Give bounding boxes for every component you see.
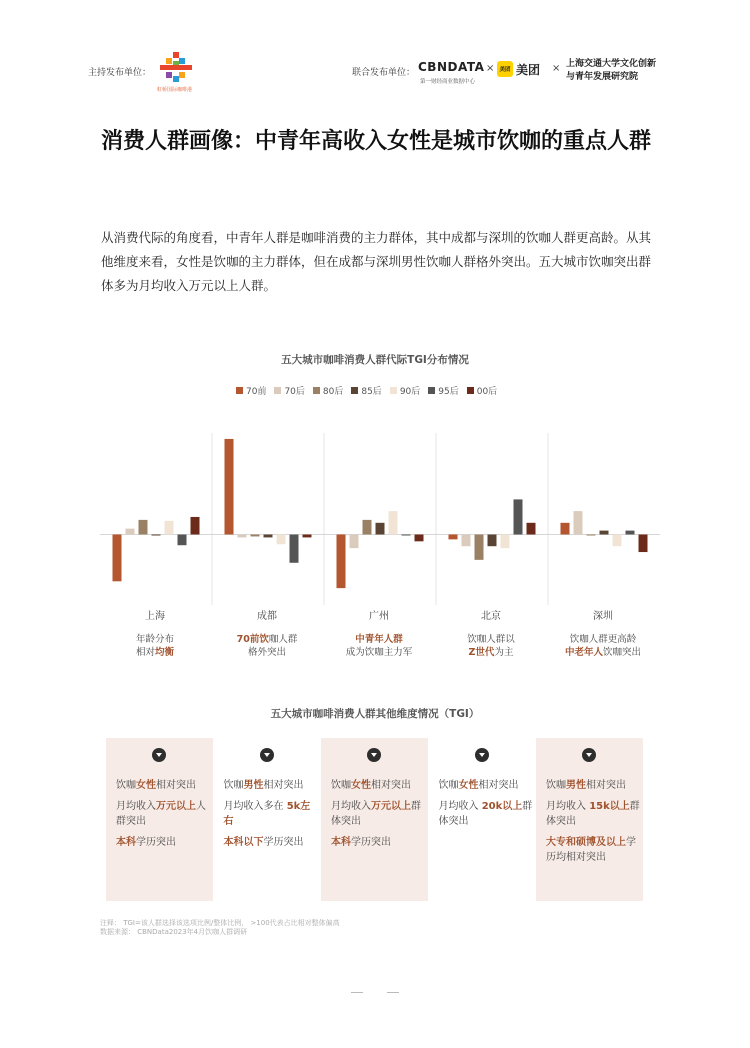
legend-swatch <box>390 387 397 394</box>
card-line <box>116 778 211 793</box>
highlight-text: Z世代 <box>468 647 495 658</box>
highlight-text: 15k以上 <box>589 801 630 812</box>
card-lines <box>224 778 319 856</box>
highlight-text: 男性 <box>566 780 586 791</box>
legend-item <box>313 384 343 397</box>
bar-90后 <box>165 521 174 535</box>
chart-legend <box>236 384 497 397</box>
card-text: 相对突出 <box>478 780 519 791</box>
card-text: 学历突出 <box>351 837 391 848</box>
card-line <box>331 835 426 850</box>
bar-70前 <box>337 535 346 589</box>
cbndata-logo: CBNDATA <box>418 60 485 74</box>
legend-swatch <box>467 387 474 394</box>
bar-95后 <box>290 535 299 563</box>
joint-publisher-label: 联合发布单位： <box>352 68 416 78</box>
card-text: 相对突出 <box>586 780 626 791</box>
card-line <box>224 835 319 850</box>
card-line <box>224 778 319 793</box>
legend-label: 95后 <box>438 387 459 397</box>
bar-85后 <box>488 535 497 547</box>
bar-80后 <box>587 535 596 536</box>
bar-85后 <box>376 523 385 535</box>
city-description <box>548 633 658 659</box>
meituan-badge-icon: 美团 <box>497 61 513 77</box>
card-text: 饮咖 <box>116 780 136 791</box>
report-header <box>0 0 750 100</box>
highlight-text: 万元以上 <box>371 801 411 812</box>
page-title: 消费人群画像：中青年高收入女性是城市饮咖的重点人群 <box>101 129 652 154</box>
card-text: 月均收入 <box>116 801 156 812</box>
bar-80后 <box>475 535 484 560</box>
bar-80后 <box>251 535 260 537</box>
city-label: 广州 <box>369 611 389 622</box>
card-line <box>116 835 211 850</box>
card-text: 相对突出 <box>263 780 304 791</box>
desc-text: 年龄分布 <box>135 634 174 645</box>
highlight-text: 70前饮 <box>236 634 269 645</box>
highlight-text: 本科 <box>116 837 136 848</box>
bar-85后 <box>152 535 161 536</box>
card-text: 群体突出 <box>546 801 640 827</box>
sjtu-line-1: 上海交通大学文化创新 <box>566 59 657 69</box>
chevron-down-icon <box>152 748 166 762</box>
city-label: 上海 <box>145 611 165 622</box>
city-label: 深圳 <box>593 611 613 622</box>
page-divider <box>387 992 399 993</box>
bar-00后 <box>527 523 536 535</box>
legend-swatch <box>236 387 243 394</box>
legend-item <box>467 384 497 397</box>
desc-text: 饮咖人群更高龄 <box>569 634 637 645</box>
card-text: 学历突出 <box>136 837 176 848</box>
highlight-text: 本科以下 <box>223 837 264 848</box>
city-description <box>212 633 322 659</box>
sjtu-institute-logo <box>566 58 656 84</box>
bar-90后 <box>501 535 510 549</box>
legend-item <box>274 384 304 397</box>
bar-00后 <box>639 535 648 553</box>
intro-paragraph: 从消费代际的角度看，中青年人群是咖啡消费的主力群体，其中成都与深圳的饮咖人群更高龄。从其他维度来看，女性是饮咖的主力群体，但在成都与深圳男性饮咖人群格外突出。五大城市饮咖突出群体多为月均收入万元以上人群。 <box>101 230 652 293</box>
city-description <box>100 633 210 659</box>
card-text: 人群突出 <box>116 801 206 827</box>
card-line <box>224 799 319 829</box>
bar-95后 <box>626 531 635 535</box>
card-line <box>439 799 534 829</box>
bar-70后 <box>574 511 583 534</box>
card-text: 饮咖 <box>546 780 566 791</box>
card-text: 相对突出 <box>371 780 411 791</box>
bar-95后 <box>402 535 411 536</box>
card-lines <box>331 778 426 856</box>
legend-item <box>390 384 420 397</box>
highlight-text: 女性 <box>136 780 156 791</box>
bar-95后 <box>514 499 523 534</box>
chevron-down-icon <box>475 748 489 762</box>
bar-70前 <box>449 535 458 540</box>
bar-90后 <box>277 535 286 545</box>
bar-80后 <box>139 520 148 535</box>
city-label: 成都 <box>257 611 277 622</box>
desc-text: 成为饮咖主力军 <box>345 647 413 658</box>
bar-95后 <box>178 535 187 546</box>
bar-90后 <box>613 535 622 547</box>
desc-text: 咖人群 <box>268 634 298 645</box>
desc-text: 饮咖人群以 <box>467 634 515 645</box>
card-text: 月均收入 <box>438 801 482 812</box>
desc-text: 格外突出 <box>247 647 286 658</box>
card-lines <box>546 778 641 871</box>
highlight-text: 男性 <box>243 780 264 791</box>
legend-label: 80后 <box>322 387 344 397</box>
desc-text: 相对 <box>135 647 155 658</box>
bar-70前 <box>561 523 570 535</box>
card-line <box>546 799 641 829</box>
bar-00后 <box>191 517 200 535</box>
legend-item <box>236 384 266 397</box>
note-tgi: 注释： TGI=该人群选择该选项比例/整体比例， >100代表占比相对整体偏高 <box>100 919 340 927</box>
card-line <box>331 778 426 793</box>
highlight-text: 大专和硕博及以上 <box>546 837 626 848</box>
card-text: 月均收入 <box>331 801 371 812</box>
card-lines <box>116 778 211 856</box>
generation-tgi-bar-chart <box>100 425 660 605</box>
chevron-down-icon <box>260 748 274 762</box>
card-text: 群体突出 <box>438 801 533 827</box>
times-icon: × <box>486 63 495 74</box>
city-description <box>324 633 434 659</box>
legend-swatch <box>351 387 358 394</box>
card-text: 饮咖 <box>223 780 244 791</box>
dimension-card-深圳 <box>536 738 643 901</box>
legend-label: 90后 <box>399 387 421 397</box>
bar-85后 <box>264 535 273 538</box>
host-logo-text: 虹桥国际咖啡港 <box>157 87 193 93</box>
chevron-down-icon <box>582 748 596 762</box>
card-line <box>439 778 534 793</box>
chevron-down-icon <box>367 748 381 762</box>
legend-label: 70前 <box>246 387 267 397</box>
bar-70后 <box>126 529 135 535</box>
bar-90后 <box>389 511 398 534</box>
bar-00后 <box>303 535 312 538</box>
card-text: 月均收入多在 <box>223 801 287 812</box>
bar-80后 <box>363 520 372 535</box>
dimension-card-北京 <box>429 738 536 901</box>
bar-00后 <box>415 535 424 542</box>
legend-label: 00后 <box>476 387 498 397</box>
city-description <box>436 633 546 659</box>
page-divider <box>351 992 363 993</box>
dimension-section-title: 五大城市咖啡消费人群其他维度情况（TGI） <box>270 708 480 720</box>
highlight-text: 均衡 <box>155 647 175 658</box>
legend-label: 70后 <box>284 387 305 397</box>
desc-text: 饮咖突出 <box>603 647 642 658</box>
card-line <box>546 835 641 865</box>
bar-85后 <box>600 531 609 535</box>
bar-70后 <box>462 535 471 547</box>
legend-item <box>351 384 381 397</box>
hongqiao-coffee-port-logo <box>160 52 192 86</box>
legend-swatch <box>274 387 281 394</box>
card-text: 月均收入 <box>546 801 590 812</box>
legend-label: 85后 <box>361 387 382 397</box>
card-text: 饮咖 <box>331 780 351 791</box>
card-line <box>116 799 211 829</box>
host-publisher-label: 主持发布单位： <box>88 68 152 78</box>
desc-text: 为主 <box>494 647 514 658</box>
highlight-text: 女性 <box>458 780 479 791</box>
legend-swatch <box>428 387 435 394</box>
cbndata-subtitle: 第一财经商业数据中心 <box>420 79 476 85</box>
card-lines <box>439 778 534 835</box>
generation-chart-title: 五大城市咖啡消费人群代际TGI分布情况 <box>281 354 469 366</box>
highlight-text: 本科 <box>331 837 351 848</box>
legend-swatch <box>313 387 320 394</box>
meituan-logo: 美团 <box>516 63 541 77</box>
highlight-text: 5k左右 <box>223 801 311 827</box>
card-text: 学历突出 <box>263 837 304 848</box>
times-icon: × <box>552 63 561 74</box>
dimension-card-上海 <box>106 738 213 901</box>
bar-70前 <box>113 535 122 582</box>
legend-item <box>428 384 458 397</box>
dimension-card-成都 <box>214 738 321 901</box>
bar-70前 <box>225 439 234 535</box>
card-line <box>546 778 641 793</box>
sjtu-line-2: 与青年发展研究院 <box>566 72 639 82</box>
note-source: 数据来源： CBNData2023年4月饮咖人群调研 <box>100 928 248 936</box>
highlight-text: 20k以上 <box>481 801 523 812</box>
dimension-card-广州 <box>321 738 428 901</box>
card-text: 相对突出 <box>156 780 196 791</box>
highlight-text: 中青年人群 <box>355 634 403 645</box>
highlight-text: 女性 <box>351 780 371 791</box>
bar-70后 <box>350 535 359 549</box>
card-line <box>331 799 426 829</box>
card-text: 学历均相对突出 <box>546 837 636 863</box>
highlight-text: 中老年人 <box>564 647 603 658</box>
city-label: 北京 <box>481 611 501 622</box>
card-text: 饮咖 <box>438 780 459 791</box>
highlight-text: 万元以上 <box>156 801 196 812</box>
bar-70后 <box>238 535 247 538</box>
card-text: 群体突出 <box>331 801 421 827</box>
notes <box>100 919 340 937</box>
